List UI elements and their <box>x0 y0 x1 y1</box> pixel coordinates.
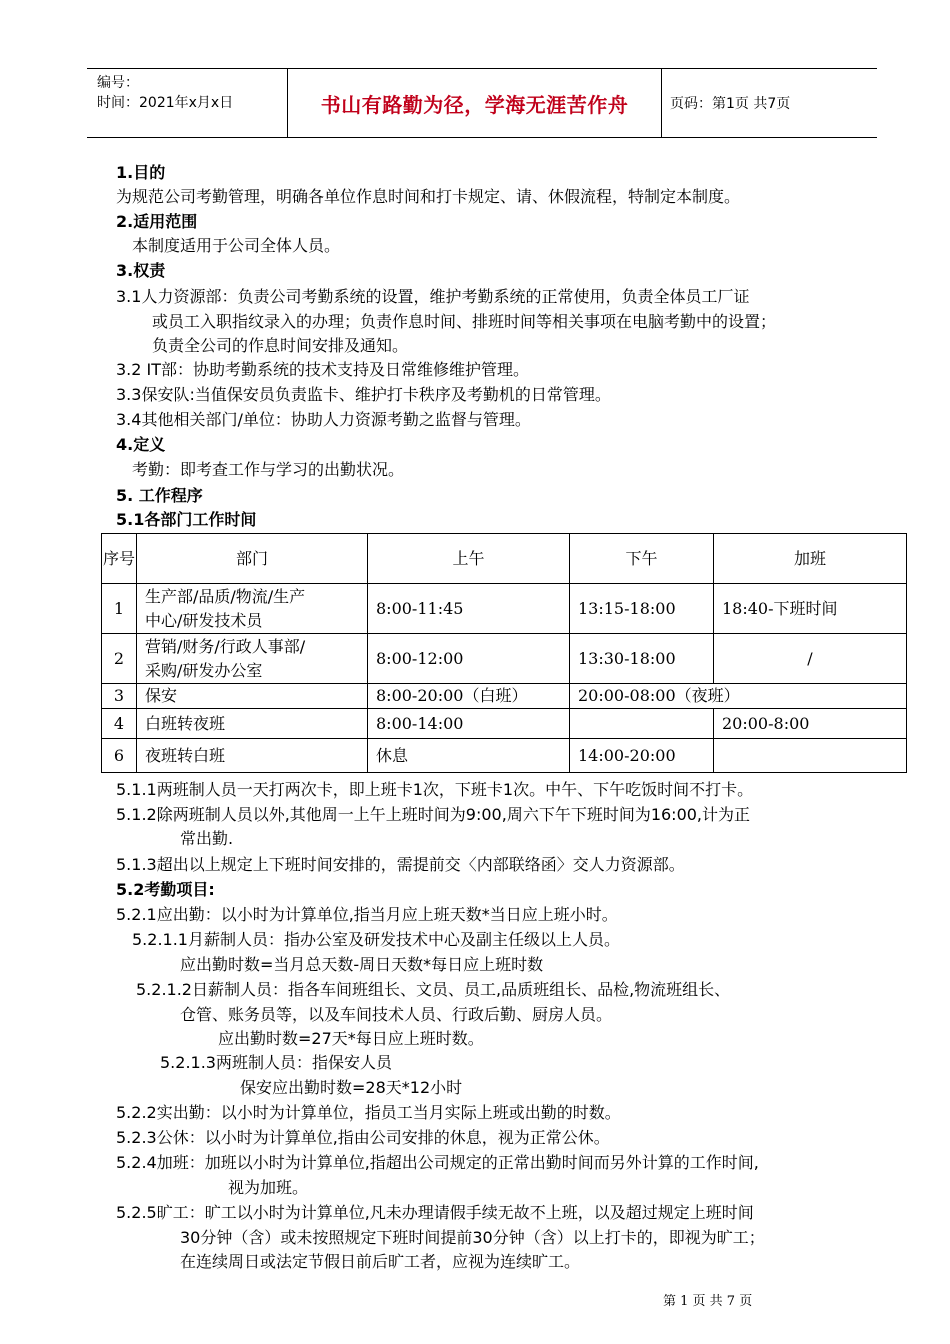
section-4-text: 考勤：即考查工作与学习的出勤状况。 <box>132 460 405 479</box>
table-row <box>102 739 907 773</box>
work-hours-table <box>101 533 907 773</box>
rule-5-2-1-2-line-1: 5.2.1.2日薪制人员：指各车间班组长、文员、员工,品质班组长、品检,物流班组长、 <box>136 980 731 999</box>
rule-5-1-2-line-2: 常出勤. <box>180 829 234 848</box>
row-dept-line-1: 生产部/品质/物流/生产 <box>145 586 306 606</box>
rule-5-2-1-3-formula: 保安应出勤时数=28天*12小时 <box>240 1078 463 1097</box>
row-pm: 14:00-20:00 <box>570 739 714 773</box>
row-no: 6 <box>102 739 137 773</box>
row-no: 3 <box>102 684 137 709</box>
row-am: 8:00-14:00 <box>368 709 570 739</box>
section-3-title: 3.权责 <box>116 261 166 280</box>
header-meta <box>97 73 233 113</box>
row-dept-line-2: 中心/研发技术员 <box>145 610 263 630</box>
row-am: 8:00-12:00 <box>368 634 570 684</box>
table-header-row <box>102 534 907 584</box>
row-dept-line-2: 采购/研发办公室 <box>145 660 263 680</box>
rule-5-1-3: 5.1.3超出以上规定上下班时间安排的，需提前交〈内部联络函〉交人力资源部。 <box>116 855 685 874</box>
rule-5-1-2-line-1: 5.1.2除两班制人员以外,其他周一上午上班时间为9:00,周六下午下班时间为16:00,计为正 <box>116 805 751 824</box>
page-header <box>87 68 877 138</box>
section-5-title: 5. 工作程序 <box>116 486 203 505</box>
row-am: 8:00-11:45 <box>368 584 570 634</box>
header-cell-no-text: 序号 <box>102 548 135 568</box>
row-no: 2 <box>102 634 137 684</box>
section-3-3: 3.3保安队:当值保安员负责监卡、维护打卡秩序及考勤机的日常管理。 <box>116 385 611 404</box>
section-1-text: 为规范公司考勤管理，明确各单位作息时间和打卡规定、请、休假流程，特制定本制度。 <box>116 187 741 206</box>
rule-5-2-5-line-3: 在连续周日或法定节假日前后旷工者，应视为连续旷工。 <box>180 1252 581 1271</box>
page-footer: 第 1 页 共 7 页 <box>663 1294 753 1309</box>
header-cell-dept: 部门 <box>137 534 368 584</box>
section-3-1-line-1: 3.1人力资源部：负责公司考勤系统的设置，维护考勤系统的正常使用，负责全体员工厂证 <box>116 287 750 306</box>
header-motto-box <box>287 69 662 137</box>
section-3-2: 3.2 IT部：协助考勤系统的技术支持及日常维修维护管理。 <box>116 360 530 379</box>
section-1-title: 1.目的 <box>116 163 166 182</box>
row-dept: 夜班转白班 <box>137 739 368 773</box>
row-pm: 13:30-18:00 <box>570 634 714 684</box>
rule-5-1-1: 5.1.1两班制人员一天打两次卡，即上班卡1次，下班卡1次。中午、下午吃饭时间不打卡。 <box>116 780 754 799</box>
header-number-label: 编号： <box>97 75 139 91</box>
row-pm: 13:15-18:00 <box>570 584 714 634</box>
row-dept <box>137 634 368 684</box>
header-motto: 书山有路勤为径，学海无涯苦作舟 <box>320 92 629 117</box>
rule-5-2-2: 5.2.2实出勤：以小时为计算单位，指员工当月实际上班或出勤的时数。 <box>116 1103 621 1122</box>
rule-5-2-3: 5.2.3公休：以小时为计算单位,指由公司安排的休息，视为正常公休。 <box>116 1128 610 1147</box>
row-dept-line-1: 营销/财务/行政人事部/ <box>145 636 306 656</box>
section-5-2-title: 5.2考勤项目: <box>116 880 215 899</box>
rule-5-2-4-line-2: 视为加班。 <box>228 1178 309 1197</box>
header-cell-no <box>102 534 137 584</box>
section-3-1-line-3: 负责全公司的作息时间安排及通知。 <box>152 336 409 355</box>
table-row <box>102 709 907 739</box>
row-ot: / <box>714 634 907 684</box>
row-no: 4 <box>102 709 137 739</box>
header-time-label: 时间：2021年x月x日 <box>97 95 234 111</box>
table-row <box>102 634 907 684</box>
row-am-pm: 8:00-20:00（白班） <box>368 684 570 709</box>
header-page-label: 页码：第1页 共7页 <box>670 96 791 112</box>
rule-5-2-1-1: 5.2.1.1月薪制人员：指办公室及研发技术中心及副主任级以上人员。 <box>132 930 620 949</box>
row-ot: 20:00-8:00 <box>714 709 907 739</box>
header-cell-am: 上午 <box>368 534 570 584</box>
rule-5-2-1-2-line-2: 仓管、账务员等，以及车间技术人员、行政后勤、厨房人员。 <box>180 1005 613 1024</box>
row-no: 1 <box>102 584 137 634</box>
row-dept: 保安 <box>137 684 368 709</box>
table-row <box>102 684 907 709</box>
row-dept <box>137 584 368 634</box>
row-pm <box>570 709 714 739</box>
rule-5-2-4-line-1: 5.2.4加班：加班以小时为计算单位,指超出公司规定的正常出勤时间而另外计算的工作时间, <box>116 1153 759 1172</box>
section-3-1-line-2: 或员工入职指纹录入的办理；负责作息时间、排班时间等相关事项在电脑考勤中的设置； <box>152 312 777 331</box>
rule-5-2-1: 5.2.1应出勤：以小时为计算单位,指当月应上班天数*当日应上班小时。 <box>116 905 618 924</box>
section-2-title: 2.适用范围 <box>116 212 198 231</box>
row-ot: 18:40-下班时间 <box>714 584 907 634</box>
rule-5-2-1-2-formula: 应出勤时数=27天*每日应上班时数。 <box>218 1029 484 1048</box>
section-2-text: 本制度适用于公司全体人员。 <box>132 236 341 255</box>
section-5-1-title: 5.1各部门工作时间 <box>116 510 257 529</box>
row-am: 休息 <box>368 739 570 773</box>
table-row <box>102 584 907 634</box>
rule-5-2-5-line-1: 5.2.5旷工：旷工以小时为计算单位,凡未办理请假手续无故不上班，以及超过规定上班时间 <box>116 1203 754 1222</box>
rule-5-2-1-1-formula: 应出勤时数=当月总天数-周日天数*每日应上班时数 <box>180 955 544 974</box>
rule-5-2-5-line-2: 30分钟（含）或未按照规定下班时间提前30分钟（含）以上打卡的，即视为旷工； <box>180 1228 765 1247</box>
section-3-4: 3.4其他相关部门/单位：协助人力资源考勤之监督与管理。 <box>116 410 531 429</box>
header-cell-pm: 下午 <box>570 534 714 584</box>
section-4-title: 4.定义 <box>116 435 166 454</box>
rule-5-2-1-3: 5.2.1.3两班制人员：指保安人员 <box>160 1053 392 1072</box>
header-cell-ot: 加班 <box>714 534 907 584</box>
row-dept: 白班转夜班 <box>137 709 368 739</box>
row-pm-ot: 20:00-08:00（夜班） <box>570 684 907 709</box>
row-ot <box>714 739 907 773</box>
